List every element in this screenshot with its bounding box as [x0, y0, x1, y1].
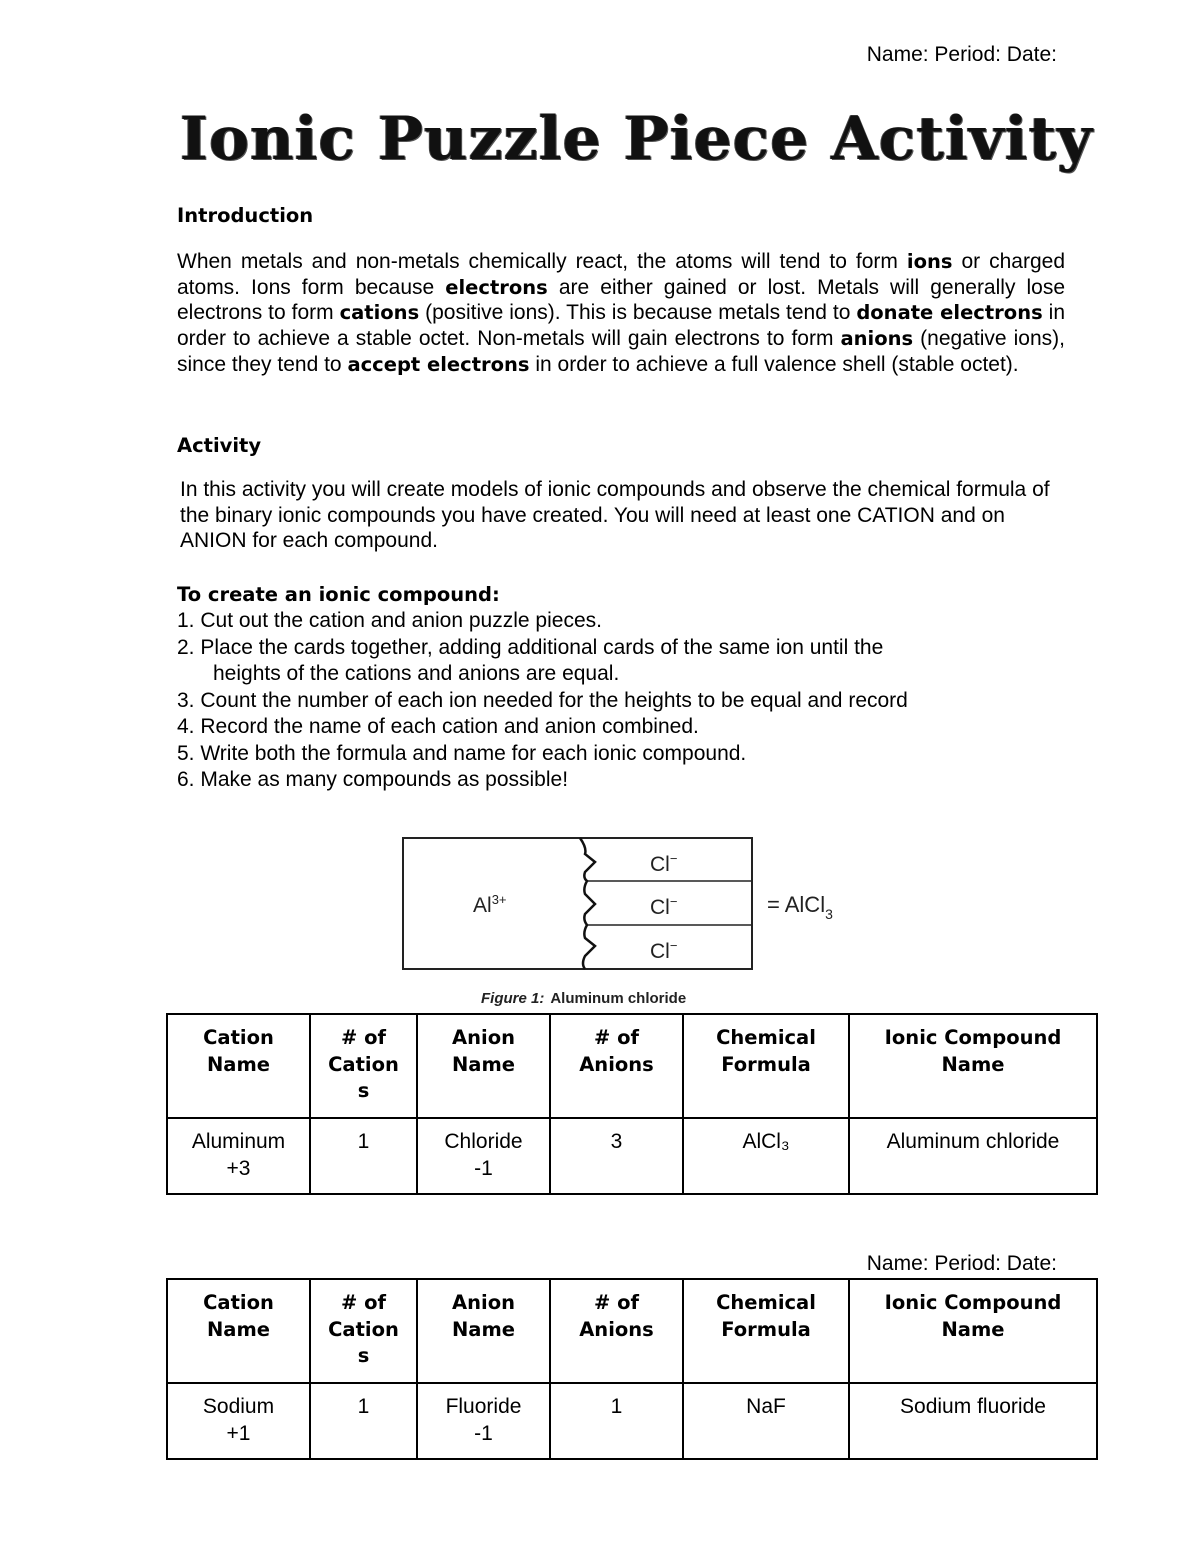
cell-text: AlCl₃	[742, 1130, 790, 1153]
cell-text: Chloride	[444, 1130, 523, 1153]
cell-text: 1	[610, 1395, 623, 1418]
header-text: Formula	[721, 1317, 811, 1341]
table-row	[167, 1118, 1097, 1194]
name-period-date-line: Name: Period: Date:	[866, 1252, 1057, 1275]
text-run: When metals and non-metals chemically react, the atoms will tend to form	[177, 250, 907, 273]
text-run: in order to achieve a stable octet. Non-metals will gain electrons to form	[177, 301, 1065, 351]
formula-result: = AlCl$_3$	[767, 892, 833, 922]
cell-compound-name	[849, 1118, 1097, 1194]
steps-heading: To create an ionic compound:	[177, 583, 500, 606]
step-item: 5. Write both the formula and name for each ionic compound.	[177, 741, 747, 765]
header-text: Cation	[328, 1052, 399, 1076]
cell-text: Fluoride	[445, 1395, 522, 1418]
cell-cation-name	[167, 1118, 310, 1194]
header-text: # of	[593, 1291, 639, 1314]
cell-text: 1	[357, 1395, 370, 1418]
cell-cation-name	[167, 1383, 310, 1459]
header-text: s	[357, 1344, 370, 1367]
header-text: Anion	[452, 1026, 515, 1049]
steps-list	[177, 608, 1077, 794]
header-num-anions	[550, 1014, 683, 1118]
header-text: Name	[451, 1052, 516, 1076]
table-row	[167, 1383, 1097, 1459]
key-term: donate electrons	[856, 301, 1043, 325]
table-header-row	[167, 1279, 1097, 1383]
table-header-row	[167, 1014, 1097, 1118]
cation-label: $Al^{3+}$	[473, 892, 507, 917]
cell-text: +1	[226, 1421, 251, 1445]
header-anion-name	[417, 1279, 550, 1383]
text-run: or charged atoms. Ions form because	[177, 250, 1065, 299]
header-text: Chemical	[716, 1291, 816, 1314]
step-item: 3. Count the number of each ion needed for the heights to be equal and record	[177, 688, 908, 712]
header-text: Cation	[328, 1317, 399, 1341]
text-run: in order to achieve a full valence shell (stable octet).	[529, 352, 1019, 376]
activity-heading: Activity	[177, 434, 262, 457]
cell-text: Aluminum	[191, 1130, 286, 1153]
puzzle-edge	[580, 838, 595, 969]
figure-caption: Figure 1: Aluminum chloride	[481, 990, 687, 1007]
anion-label: Cl−	[650, 894, 678, 919]
cell-num-anions	[550, 1383, 683, 1459]
header-text: Cation	[203, 1026, 274, 1049]
step-item: 6. Make as many compounds as possible!	[177, 768, 569, 791]
cell-num-anions	[550, 1118, 683, 1194]
header-text: # of	[340, 1291, 386, 1314]
header-text: Name	[206, 1317, 271, 1341]
puzzle-frame	[403, 838, 752, 969]
header-num-cations	[310, 1279, 417, 1383]
header-text: Name	[451, 1317, 516, 1341]
cell-chemical-formula	[683, 1118, 849, 1194]
key-term: accept electrons	[347, 352, 530, 376]
key-term: electrons	[445, 275, 548, 299]
text-run: (negative ions), since they tend to	[177, 327, 1065, 376]
header-anion-name	[417, 1014, 550, 1118]
key-term: ions	[906, 250, 953, 273]
cell-text: Sodium	[202, 1395, 275, 1418]
figure-aluminum-chloride	[395, 830, 875, 1010]
key-term: anions	[840, 327, 914, 351]
header-text: Formula	[721, 1052, 811, 1076]
cell-text: +3	[226, 1156, 251, 1180]
cell-num-cations	[310, 1118, 417, 1194]
header-compound-name	[849, 1014, 1097, 1118]
header-text: Name	[206, 1052, 271, 1076]
compound-table-1	[166, 1013, 1098, 1195]
introduction-paragraph	[177, 249, 1065, 378]
activity-paragraph: In this activity you will create models of ionic compounds and observe the chemical formula of the binary ionic compounds you have created. You will need at least one CATION and on ANION for each compound.	[180, 478, 1050, 553]
header-text: Anions	[579, 1052, 654, 1076]
header-text: Cation	[203, 1291, 274, 1314]
text-run: are either gained or lost. Metals will generally lose electrons to form	[177, 275, 1066, 325]
step-item: 2. Place the cards together, adding additional cards of the same ion until the	[177, 635, 884, 659]
header-text: Ionic Compound	[884, 1291, 1062, 1314]
name-period-date-line: Name: Period: Date:	[866, 43, 1057, 66]
cell-text: Sodium fluoride	[900, 1395, 1046, 1418]
cell-anion-name	[417, 1118, 550, 1194]
header-text: Ionic Compound	[884, 1026, 1062, 1049]
header-text: Name	[941, 1052, 1005, 1076]
header-cation-name	[167, 1014, 310, 1118]
cell-text: -1	[474, 1421, 493, 1445]
header-text: s	[357, 1079, 370, 1102]
step-item: 4. Record the name of each cation and anion combined.	[177, 715, 699, 738]
anion-label: Cl−	[650, 938, 678, 963]
cell-text: 1	[357, 1130, 370, 1153]
cell-anion-name	[417, 1383, 550, 1459]
header-text: # of	[340, 1026, 386, 1049]
step-item: heights of the cations and anions are equal.	[213, 662, 620, 685]
anion-label: Cl−	[650, 851, 678, 876]
header-text: # of	[593, 1026, 639, 1049]
header-text: Chemical	[716, 1026, 816, 1049]
cell-text: Aluminum chloride	[886, 1130, 1060, 1153]
cell-text: 3	[610, 1130, 623, 1153]
text-run: (positive ions). This is because metals tend to	[419, 301, 857, 325]
header-num-cations	[310, 1014, 417, 1118]
cell-chemical-formula	[683, 1383, 849, 1459]
cell-text: -1	[474, 1156, 493, 1180]
header-text: Anion	[452, 1291, 515, 1314]
page-title: Ionic Puzzle Piece Activity	[180, 104, 1094, 174]
step-item: 1. Cut out the cation and anion puzzle pieces.	[177, 609, 602, 632]
header-compound-name	[849, 1279, 1097, 1383]
introduction-heading: Introduction	[177, 204, 314, 227]
header-cation-name	[167, 1279, 310, 1383]
header-chemical-formula	[683, 1014, 849, 1118]
cell-compound-name	[849, 1383, 1097, 1459]
header-text: Anions	[579, 1317, 654, 1341]
header-chemical-formula	[683, 1279, 849, 1383]
header-num-anions	[550, 1279, 683, 1383]
key-term: cations	[339, 301, 420, 325]
cell-num-cations	[310, 1383, 417, 1459]
cell-text: NaF	[746, 1395, 786, 1418]
header-text: Name	[941, 1317, 1005, 1341]
compound-table-2	[166, 1278, 1098, 1460]
